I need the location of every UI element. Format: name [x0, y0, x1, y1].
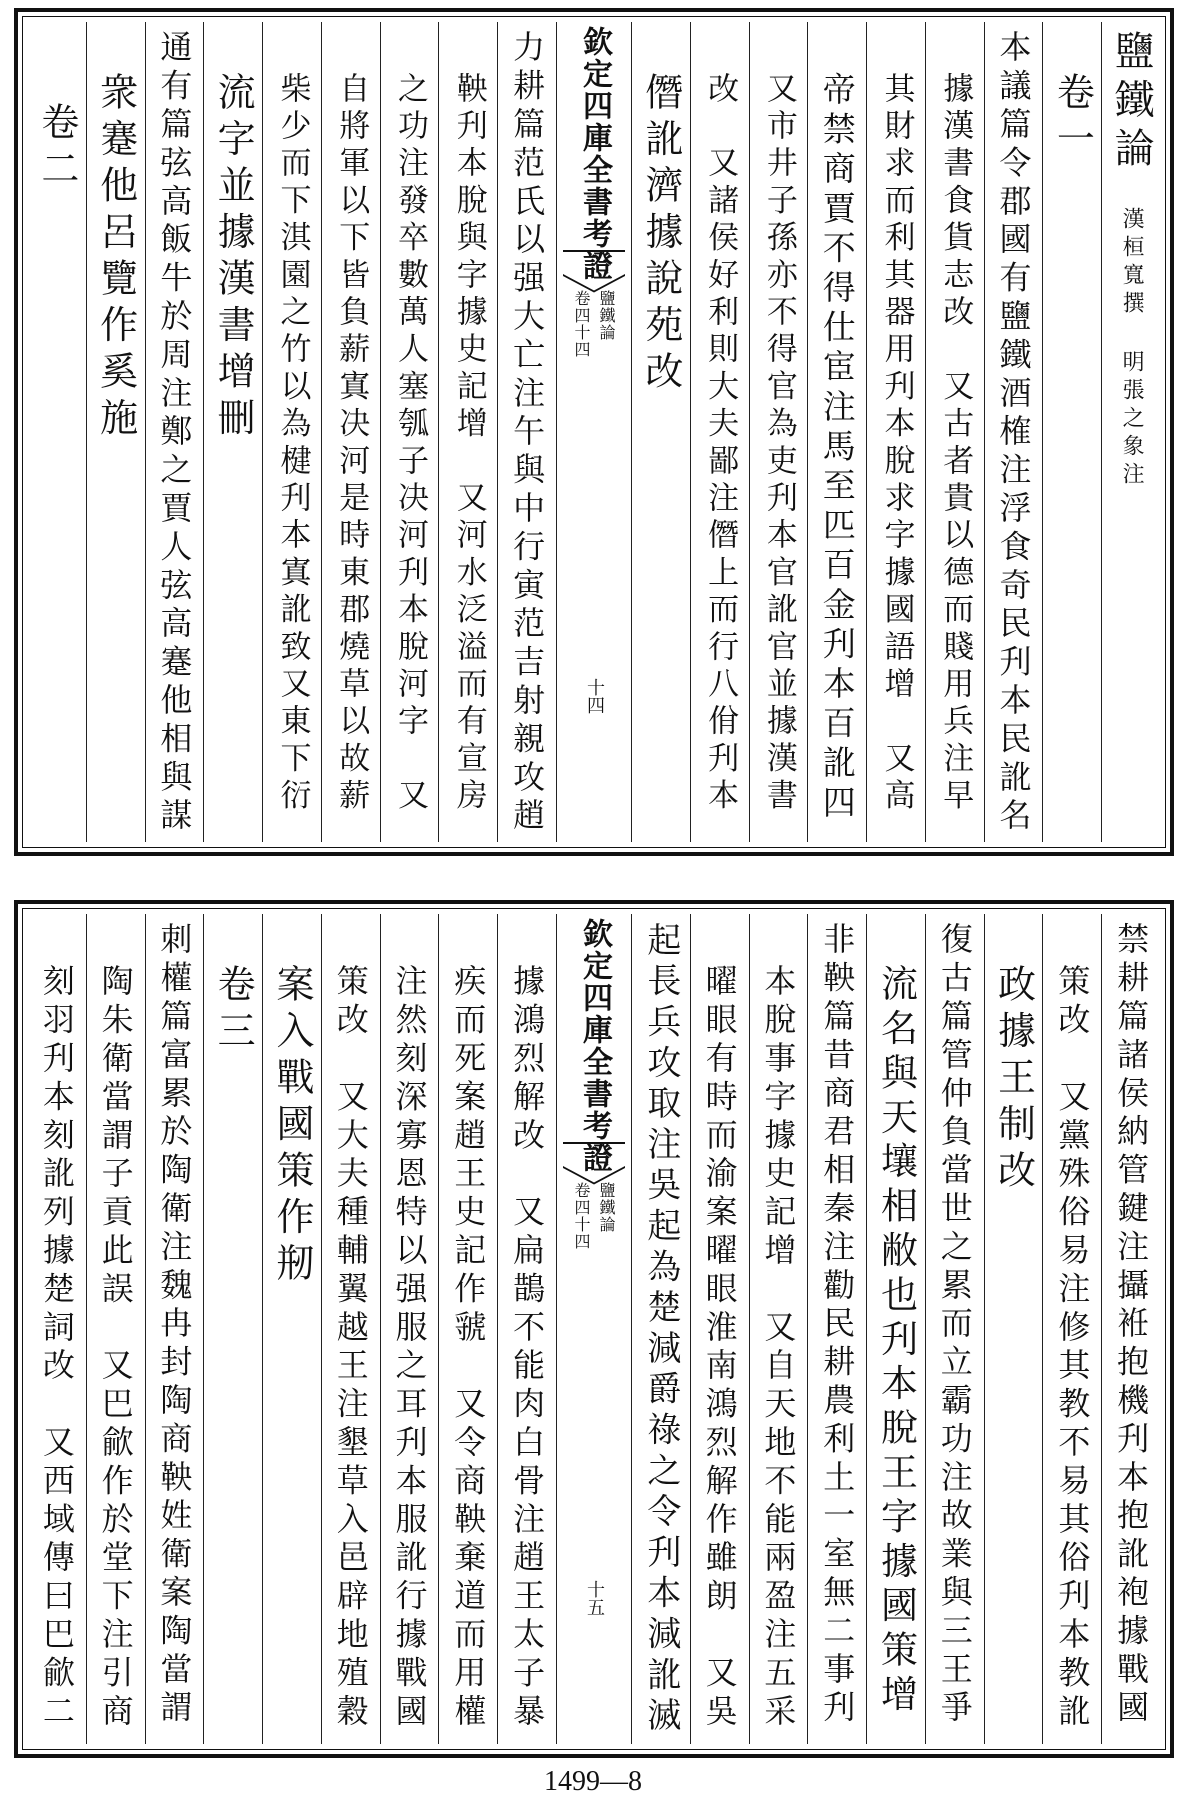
text-column — [86, 914, 145, 1744]
column-text: 力耕篇范氏以强大亡注午與中行寅范吉射親攻趙 — [508, 30, 547, 837]
column-text: 又市井子孫亦不得官為吏刋本官訛官並據漢書 — [760, 72, 797, 816]
text-column — [145, 914, 204, 1744]
text-column — [749, 914, 808, 1744]
column-text: 鞅刋本脫與字據史記增 又河水泛溢而有宣房 — [450, 72, 487, 816]
column-text: 陶朱衛當謂子貢此誤 又巴歈作於堂下注引商 — [96, 964, 135, 1732]
text-column — [262, 22, 321, 842]
column-text: 據鴻烈解改 又扁鵲不能肉白骨注趙王太子暴 — [508, 964, 547, 1732]
author-note: 漢桓寬撰 明張之象注 — [1119, 207, 1145, 490]
column-text: 通有篇弦高飯牛於周注鄭之賈人弦高蹇他相與謀 — [155, 30, 194, 837]
text-column — [1042, 914, 1101, 1744]
page-number-footer: 1499—8 — [544, 1766, 642, 1797]
page-lower — [14, 900, 1174, 1758]
text-column — [438, 914, 497, 1744]
text-column — [203, 22, 262, 842]
center-fold — [556, 914, 631, 1744]
text-column — [984, 22, 1043, 842]
text-column — [1101, 22, 1160, 842]
text-column — [807, 914, 866, 1744]
column-text: 非鞅篇昔商君相秦注勸民耕農利土一室無二事刋 — [818, 922, 857, 1729]
column-text: 據漢書食貨志改 又古者貴以德而賤用兵注早 — [937, 72, 974, 816]
fold-subtitle — [570, 1182, 618, 1250]
text-column — [866, 22, 925, 842]
column-text: 政據王制改 — [991, 964, 1036, 1197]
text-column — [262, 914, 321, 1744]
text-column — [1101, 914, 1160, 1744]
chapter-heading: 卷二 — [34, 102, 79, 195]
column-text: 改 又諸侯好利則大夫鄙注僭上而行八佾刋本 — [702, 72, 739, 816]
text-column — [749, 22, 808, 842]
text-column — [321, 22, 380, 842]
fold-page-number: 十四 — [583, 678, 605, 714]
fold-book-name: 鹽鐵論 — [596, 290, 616, 341]
column-text: 起長兵攻取注吳起為楚減爵祿之令刋本減訛滅 — [640, 922, 681, 1738]
text-column — [807, 22, 866, 842]
column-text: 復古篇管仲負當世之累而立霸功注故業與三王爭 — [935, 922, 974, 1729]
text-column — [690, 22, 749, 842]
fish-tail-ornament — [563, 250, 625, 280]
text-column — [690, 914, 749, 1744]
column-text: 柴少而下淇園之竹以為楗刋本寘訛致又東下衍 — [274, 72, 311, 816]
text-column — [86, 22, 145, 842]
text-column — [984, 914, 1043, 1744]
column-text: 曜眼有時而渝案曜眼淮南鴻烈解作雖朗 又吳 — [700, 964, 739, 1732]
fold-book-name: 鹽鐵論 — [596, 1182, 616, 1233]
text-column — [28, 22, 86, 842]
column-text: 策改 又黨殊俗易注修其教不易其俗刋本教訛 — [1053, 964, 1092, 1732]
column-text: 本脫事字據史記增 又自天地不能兩盈注五采 — [759, 964, 798, 1732]
column-text: 衆蹇他呂覽作奚施 — [93, 72, 138, 444]
column-text: 其財求而利其器用刋本脫求字據國語增 又高 — [878, 72, 915, 816]
text-column — [28, 914, 86, 1744]
text-column — [631, 914, 690, 1744]
column-text: 禁耕篇諸侯納管鍵注攝袵抱機刋本抱訛袍據戰國 — [1112, 922, 1151, 1729]
column-text: 本議篇令郡國有鹽鐵酒榷注浮食奇民刋本民訛名 — [994, 30, 1033, 837]
text-column — [1042, 22, 1101, 842]
page-upper — [14, 8, 1174, 856]
center-fold — [556, 22, 631, 842]
text-column — [631, 22, 690, 842]
column-text: 刻羽刋本刻訛列據楚詞改 又西域傳曰巴歈二 — [37, 964, 76, 1732]
column-text: 僭訛濟據說苑改 — [638, 72, 683, 398]
text-column — [203, 914, 262, 1744]
text-column — [438, 22, 497, 842]
text-column — [321, 914, 380, 1744]
fold-volume: 卷四十四 — [571, 1182, 591, 1250]
chapter-heading: 卷三 — [211, 964, 256, 1057]
text-column — [925, 22, 984, 842]
chapter-heading: 卷一 — [1050, 72, 1095, 165]
fold-volume: 卷四十四 — [571, 290, 591, 358]
text-column — [497, 22, 556, 842]
column-text: 策改 又大夫種輔翼越王注墾草入邑辟地殖穀 — [331, 964, 370, 1732]
column-text: 疾而死案趙王史記作虢 又令商鞅棄道而用權 — [449, 964, 488, 1732]
fold-caption: 欽定四庫全書考證 — [576, 26, 612, 282]
column-text: 之功注發卒數萬人塞瓠子决河刋本脫河字 又 — [392, 72, 429, 816]
fold-page-number: 十五 — [583, 1580, 605, 1616]
column-text: 注然刻深寡恩特以强服之耳刋本服訛行據戰國 — [390, 964, 429, 1732]
column-text: 刺權篇富累於陶衛注魏冉封陶商鞅姓衛案陶當謂 — [155, 922, 194, 1729]
lower-columns — [28, 914, 1160, 1744]
upper-columns — [28, 22, 1160, 842]
fish-tail-ornament — [563, 1142, 625, 1172]
column-text: 流字並據漢書增刪 — [211, 72, 256, 444]
column-text: 流名與天壤相敝也刋本脫王字據國策增 — [874, 964, 918, 1719]
column-text: 帝禁商賈不得仕宦注馬至匹百金刋本百訛四 — [817, 72, 857, 825]
text-column — [145, 22, 204, 842]
column-text: 案入戰國策作剏 — [269, 964, 314, 1290]
column-text: 自將軍以下皆負薪寘决河是時東郡燒草以故薪 — [333, 72, 370, 816]
text-column — [866, 914, 925, 1744]
text-column — [925, 914, 984, 1744]
fold-subtitle — [570, 290, 618, 358]
fold-caption: 欽定四庫全書考證 — [576, 918, 612, 1174]
text-column — [380, 22, 439, 842]
text-column — [497, 914, 556, 1744]
text-column — [380, 914, 439, 1744]
book-title: 鹽鐵論 — [1108, 30, 1155, 176]
